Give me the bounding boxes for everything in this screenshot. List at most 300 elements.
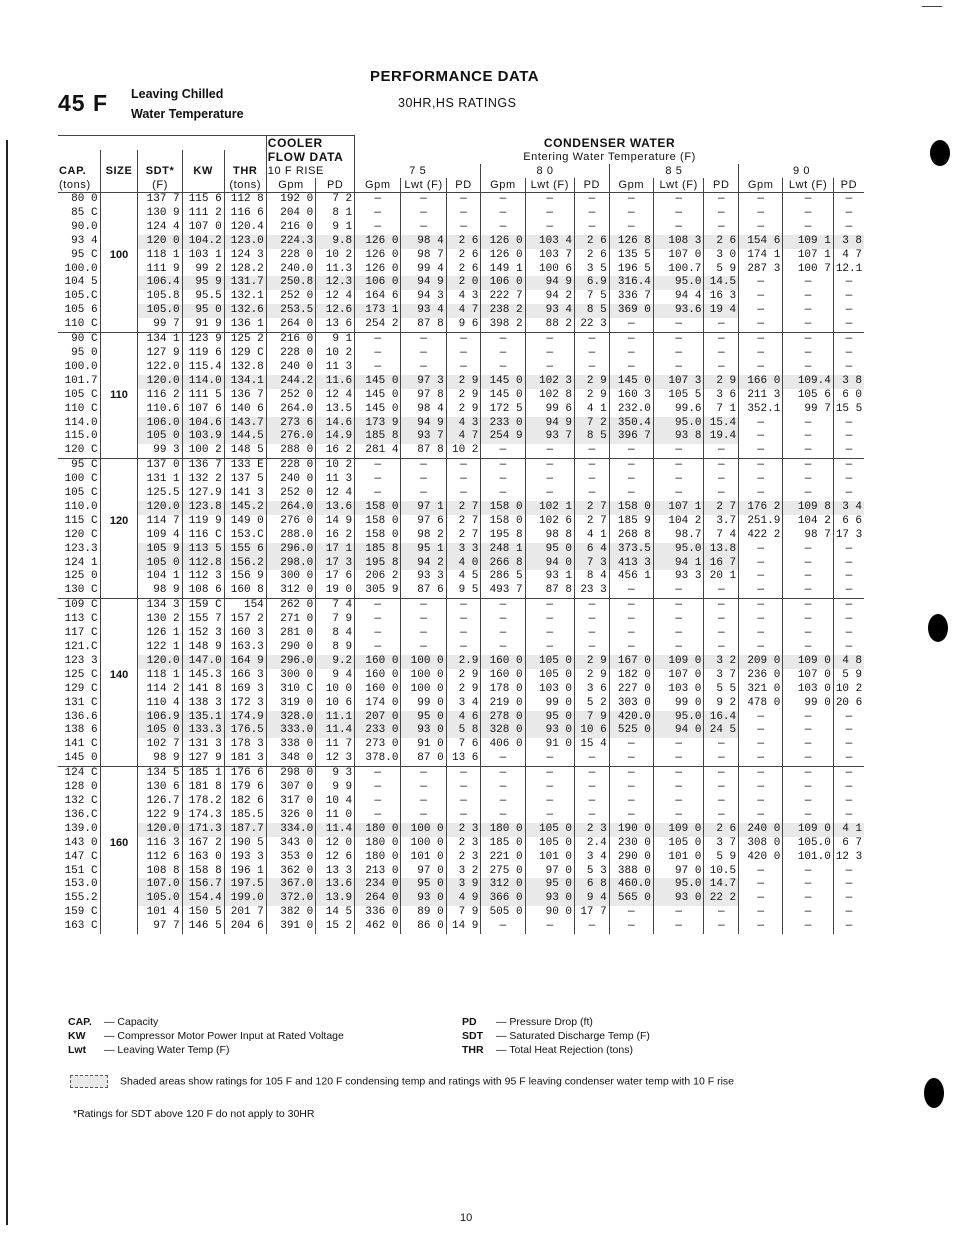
gpm-75-cell: — xyxy=(355,221,401,235)
lwt-85-cell: — xyxy=(653,795,704,809)
lwt-85-cell: — xyxy=(653,613,704,627)
kw-cell: 148 9 xyxy=(182,641,224,655)
pd-85-cell: — xyxy=(704,584,739,598)
thr-cell: 125 2 xyxy=(224,333,266,347)
gpm-85-cell: 160 3 xyxy=(609,389,653,403)
kw-cell: 154.4 xyxy=(182,892,224,906)
lwt-80-cell: 103 4 xyxy=(525,235,574,249)
lwt-90-cell: — xyxy=(783,641,834,655)
gpm-75-cell: — xyxy=(355,767,401,781)
lwt-90-cell: 109 1 xyxy=(783,235,834,249)
sdt-cell: 120.0 xyxy=(138,655,182,669)
pd-90-cell: — xyxy=(833,543,864,557)
pd-80-cell: — xyxy=(575,767,610,781)
gpm-75-cell: — xyxy=(355,333,401,347)
sdt-cell: 105.0 xyxy=(138,304,182,318)
cap-cell: 124 C xyxy=(58,767,100,781)
pd-80-cell: — xyxy=(575,809,610,823)
kw-cell: 95 0 xyxy=(182,304,224,318)
gpm-75-cell: — xyxy=(355,613,401,627)
lwt-80-cell: — xyxy=(525,487,574,501)
lwt-80-cell: 95 0 xyxy=(525,878,574,892)
lwt-75-cell: 86 0 xyxy=(401,920,446,934)
pd-90-cell: — xyxy=(833,207,864,221)
pd-75-cell: 3 3 xyxy=(446,543,481,557)
kw-cell: 119 6 xyxy=(182,347,224,361)
pd-85-cell: 3 7 xyxy=(704,669,739,683)
table-row xyxy=(58,290,864,304)
thr-cell: 129 C xyxy=(224,347,266,361)
cooler-pd-cell: 9.2 xyxy=(316,655,355,669)
gpm-85-cell: 145 0 xyxy=(609,375,653,389)
pd-80-cell: 9 4 xyxy=(575,892,610,906)
lwt-85-cell: — xyxy=(653,752,704,766)
thr-cell: 136 7 xyxy=(224,389,266,403)
pd-80-cell: — xyxy=(575,361,610,375)
pd-80-cell: 2.4 xyxy=(575,837,610,851)
sdt-unit: (F) xyxy=(138,178,182,193)
pd-90-cell: — xyxy=(833,920,864,934)
lwt-75-cell: 98 7 xyxy=(401,249,446,263)
pd-85-cell: 10.5 xyxy=(704,865,739,879)
gpm-85-cell: 565 0 xyxy=(609,892,653,906)
cooler-pd-cell: 11.1 xyxy=(316,711,355,725)
sdt-cell: 99 7 xyxy=(138,318,182,332)
pd-85-cell: 22 2 xyxy=(704,892,739,906)
lwt-80-cell: 103 0 xyxy=(525,683,574,697)
lwt-90-cell: — xyxy=(783,795,834,809)
lwt-75-cell: — xyxy=(401,599,446,613)
lwt-75-cell: 100 0 xyxy=(401,669,446,683)
thr-cell: 196 1 xyxy=(224,865,266,879)
gpm-85-cell: — xyxy=(609,487,653,501)
legend-lwt: Lwt — Leaving Water Temp (F) xyxy=(68,1044,230,1056)
cap-cell: 130 C xyxy=(64,584,98,597)
lwt-85-cell: — xyxy=(653,487,704,501)
lwt-90-cell: 105 6 xyxy=(783,389,834,403)
table-row xyxy=(58,627,864,641)
size-cell xyxy=(100,711,138,725)
kw-cell: 111 2 xyxy=(182,207,224,221)
cooler-gpm-cell: 391 0 xyxy=(266,920,315,934)
size-cell xyxy=(100,641,138,655)
gpm-90-cell: — xyxy=(739,417,783,431)
sdt-cell: 126.7 xyxy=(138,795,182,809)
gpm-80-cell: 233 0 xyxy=(481,417,525,431)
cap-unit: (tons) xyxy=(58,178,100,193)
thr-cell: 187.7 xyxy=(224,823,266,837)
pd-80-cell: 8 5 xyxy=(575,304,610,318)
gpm-75-cell: 206 2 xyxy=(355,570,401,584)
cooler-gpm-cell: 312 0 xyxy=(266,584,315,598)
gpm-80-cell: 275 0 xyxy=(481,865,525,879)
cooler-pd-cell: 14.6 xyxy=(316,417,355,431)
lwt-90-cell: — xyxy=(783,865,834,879)
lwt-85-cell: 107 3 xyxy=(653,375,704,389)
gpm-85-cell: 316.4 xyxy=(609,276,653,290)
thr-cell: 145.2 xyxy=(224,501,266,515)
pd-80-cell: 6 8 xyxy=(575,878,610,892)
gpm-90-cell: — xyxy=(739,193,783,207)
gpm-80-cell: 248 1 xyxy=(481,543,525,557)
pd-90-cell: — xyxy=(833,193,864,207)
kw-cell: 174.3 xyxy=(182,809,224,823)
cooler-pd-header: PD xyxy=(316,178,355,193)
lwt-80-cell: 102 6 xyxy=(525,515,574,529)
gpm-90-cell: — xyxy=(739,781,783,795)
pd-75-cell: 4 7 xyxy=(446,430,481,444)
size-cell xyxy=(100,683,138,697)
gpm-90-cell: — xyxy=(739,361,783,375)
pd-75-cell: 2 3 xyxy=(446,837,481,851)
cap-cell: 153.0 xyxy=(64,878,98,891)
lwt-80-cell: — xyxy=(525,361,574,375)
lwt-85-cell: — xyxy=(653,599,704,613)
lwt-80-cell: — xyxy=(525,809,574,823)
pd-80-header: PD xyxy=(575,178,610,193)
lwt-85-cell: 101 0 xyxy=(653,851,704,865)
pd-75-cell: 2 9 xyxy=(446,669,481,683)
cooler-pd-cell: 11 0 xyxy=(316,809,355,823)
lwt-90-cell: 109 0 xyxy=(783,823,834,837)
cooler-gpm-cell: 326 0 xyxy=(266,809,315,823)
gpm-75-cell: 174 0 xyxy=(355,697,401,711)
lwt-90-cell: — xyxy=(783,557,834,571)
lwt-80-cell: 94 0 xyxy=(525,557,574,571)
pd-85-cell: — xyxy=(704,487,739,501)
gpm-80-cell: 172 5 xyxy=(481,403,525,417)
cooler-pd-cell: 13.9 xyxy=(316,892,355,906)
thr-cell: 163.3 xyxy=(224,641,266,655)
pd-85-cell: — xyxy=(704,459,739,473)
sdt-cell: 130 2 xyxy=(138,613,182,627)
lwt-90-cell: 99 7 xyxy=(783,403,834,417)
pd-85-cell: — xyxy=(704,318,739,332)
lwt-80-cell: 95 0 xyxy=(525,711,574,725)
gpm-85-cell: 185 9 xyxy=(609,515,653,529)
pd-80-cell: — xyxy=(575,641,610,655)
sdt-cell: 105 0 xyxy=(138,557,182,571)
pd-85-cell: — xyxy=(704,920,739,934)
lwt-75-cell: 87 8 xyxy=(401,444,446,458)
cap-cell: 85 C xyxy=(71,206,98,219)
gpm-90-cell: 420 0 xyxy=(739,851,783,865)
lwt-85-cell: 97 0 xyxy=(653,865,704,879)
lwt-75-cell: 89 0 xyxy=(401,906,446,920)
sdt-cell: 97 7 xyxy=(138,920,182,934)
pd-80-cell: — xyxy=(575,473,610,487)
sdt-cell: 114 7 xyxy=(138,515,182,529)
cap-cell: 90.0 xyxy=(71,220,98,233)
pd-85-cell: — xyxy=(704,627,739,641)
pd-75-cell: — xyxy=(446,347,481,361)
lwt-90-cell: — xyxy=(783,543,834,557)
gpm-90-cell: 236 0 xyxy=(739,669,783,683)
cooler-gpm-cell: 288 0 xyxy=(266,444,315,458)
pd-80-cell: — xyxy=(575,459,610,473)
pd-85-cell: 5 5 xyxy=(704,683,739,697)
lwt-80-cell: 93 0 xyxy=(525,724,574,738)
cooler-gpm-cell: 264.0 xyxy=(266,403,315,417)
table-row xyxy=(58,417,864,431)
size-cell xyxy=(100,570,138,584)
legend-kw: KW — Compressor Motor Power Input at Rated Voltage xyxy=(68,1030,344,1042)
pd-85-cell: 9 2 xyxy=(704,697,739,711)
lwt-80-cell: — xyxy=(525,347,574,361)
cap-cell: 124 1 xyxy=(64,556,98,569)
table-row xyxy=(58,738,864,752)
lwt-85-cell: 100.7 xyxy=(653,263,704,277)
pd-90-header: PD xyxy=(833,178,864,193)
gpm-85-cell: — xyxy=(609,333,653,347)
gpm-85-cell: 135 5 xyxy=(609,249,653,263)
lwt-90-cell: — xyxy=(783,333,834,347)
pd-90-cell: 6 0 xyxy=(833,389,864,403)
sdt-header: SDT* xyxy=(138,150,182,178)
pd-75-cell: 2.9 xyxy=(446,655,481,669)
pd-85-cell: — xyxy=(704,221,739,235)
cooler-gpm-cell: 252 0 xyxy=(266,487,315,501)
pd-90-cell: — xyxy=(833,767,864,781)
lwt-85-cell: 103 0 xyxy=(653,683,704,697)
cap-cell: 155.2 xyxy=(64,892,98,905)
thr-cell: 166 3 xyxy=(224,669,266,683)
pd-90-cell: 12.1 xyxy=(833,263,864,277)
gpm-85-cell: 369 0 xyxy=(609,304,653,318)
table-row xyxy=(58,263,864,277)
cap-cell: 151 C xyxy=(64,864,98,877)
gpm-80-cell: — xyxy=(481,444,525,458)
gpm-75-cell: 173 9 xyxy=(355,417,401,431)
cooler-gpm-cell: 192 0 xyxy=(266,193,315,207)
lwt-85-cell: 94 1 xyxy=(653,557,704,571)
pd-75-cell: 2 7 xyxy=(446,515,481,529)
binder-hole xyxy=(930,140,950,166)
table-row xyxy=(58,501,864,515)
cooler-gpm-cell: 367.0 xyxy=(266,878,315,892)
gpm-85-cell: — xyxy=(609,207,653,221)
cooler-pd-cell: 7 4 xyxy=(316,599,355,613)
pd-85-cell: 7 4 xyxy=(704,529,739,543)
size-cell xyxy=(100,290,138,304)
lwt-90-cell: — xyxy=(783,767,834,781)
gpm-80-cell: 149 1 xyxy=(481,263,525,277)
cooler-gpm-cell: 334.0 xyxy=(266,823,315,837)
pd-80-cell: 2 9 xyxy=(575,669,610,683)
lwt-85-cell: 105 0 xyxy=(653,837,704,851)
pd-90-cell: — xyxy=(833,276,864,290)
kw-cell: 111 5 xyxy=(182,389,224,403)
lwt-85-cell: — xyxy=(653,193,704,207)
kw-cell: 141 8 xyxy=(182,683,224,697)
lwt-80-cell: 98 8 xyxy=(525,529,574,543)
lwt-75-cell: 97 0 xyxy=(401,865,446,879)
gpm-80-cell: — xyxy=(481,781,525,795)
kw-cell: 167 2 xyxy=(182,837,224,851)
pd-80-cell: 8 4 xyxy=(575,570,610,584)
kw-cell: 131 3 xyxy=(182,738,224,752)
gpm-80-cell: 238 2 xyxy=(481,304,525,318)
pd-75-cell: — xyxy=(446,767,481,781)
lwt-85-cell: 98.7 xyxy=(653,529,704,543)
lwt-85-cell: 93 0 xyxy=(653,892,704,906)
pd-85-cell: 16 3 xyxy=(704,290,739,304)
lwt-90-cell: — xyxy=(783,487,834,501)
sdt-cell: 122.0 xyxy=(138,361,182,375)
temp-75-header: 7 5 xyxy=(355,164,481,178)
gpm-75-cell: 234 0 xyxy=(355,878,401,892)
pd-80-cell: 23 3 xyxy=(575,584,610,598)
lwt-90-cell: 104 2 xyxy=(783,515,834,529)
pd-80-cell: 6 4 xyxy=(575,543,610,557)
thr-cell: 156.2 xyxy=(224,557,266,571)
cooler-pd-cell: 12 4 xyxy=(316,487,355,501)
shade-note xyxy=(70,1075,734,1088)
gpm-80-cell: 505 0 xyxy=(481,906,525,920)
pd-90-cell: 3 8 xyxy=(833,235,864,249)
cooler-gpm-cell: 240 0 xyxy=(266,473,315,487)
kw-cell: 127 9 xyxy=(182,752,224,766)
size-cell xyxy=(100,347,138,361)
pd-80-cell: — xyxy=(575,613,610,627)
cooler-pd-cell: 12 4 xyxy=(316,290,355,304)
gpm-80-cell: — xyxy=(481,641,525,655)
cooler-gpm-cell: 250.8 xyxy=(266,276,315,290)
thr-cell: 190 5 xyxy=(224,837,266,851)
gpm-80-cell: — xyxy=(481,599,525,613)
cap-cell: 136.C xyxy=(64,808,98,821)
gpm-90-cell: — xyxy=(739,724,783,738)
pd-90-cell: — xyxy=(833,584,864,598)
pd-75-cell: — xyxy=(446,487,481,501)
table-row xyxy=(58,473,864,487)
pd-75-cell: — xyxy=(446,599,481,613)
pd-80-cell: — xyxy=(575,333,610,347)
gpm-85-cell: — xyxy=(609,752,653,766)
kw-cell: 136 7 xyxy=(182,459,224,473)
cooler-header: COOLER xyxy=(266,136,354,151)
kw-cell: 178.2 xyxy=(182,795,224,809)
pd-80-cell: — xyxy=(575,347,610,361)
thr-cell: 132.1 xyxy=(224,290,266,304)
pd-75-cell: 4 9 xyxy=(446,892,481,906)
lwt-90-cell: 105.0 xyxy=(783,837,834,851)
lwt-90-header: Lwt (F) xyxy=(783,178,834,193)
table-row xyxy=(58,304,864,318)
pd-75-cell: — xyxy=(446,641,481,655)
margin-line xyxy=(6,140,8,1225)
size-cell: 100 xyxy=(100,249,138,263)
sdt-cell: 102 7 xyxy=(138,738,182,752)
pd-85-cell: — xyxy=(704,795,739,809)
lwt-90-cell: — xyxy=(783,318,834,332)
cooler-gpm-cell: 262 0 xyxy=(266,599,315,613)
gpm-80-cell: 328 0 xyxy=(481,724,525,738)
gpm-85-cell: 303 0 xyxy=(609,697,653,711)
pd-75-cell: 2 9 xyxy=(446,403,481,417)
gpm-80-cell: 178 0 xyxy=(481,683,525,697)
lwt-90-cell: — xyxy=(783,906,834,920)
pd-75-cell: 2 9 xyxy=(446,389,481,403)
thr-cell: 141 3 xyxy=(224,487,266,501)
pd-75-cell: 2 7 xyxy=(446,501,481,515)
cap-cell: 90 C xyxy=(58,333,100,347)
gpm-75-cell: 180 0 xyxy=(355,851,401,865)
gpm-85-cell: 232.0 xyxy=(609,403,653,417)
thr-cell: 116 6 xyxy=(224,207,266,221)
cooler-pd-cell: 11 3 xyxy=(316,361,355,375)
size-cell xyxy=(100,767,138,781)
pd-80-cell: 2 7 xyxy=(575,501,610,515)
lwt-80-cell: — xyxy=(525,613,574,627)
table-row xyxy=(58,683,864,697)
kw-cell: 95 9 xyxy=(182,276,224,290)
pd-90-cell: 6 7 xyxy=(833,837,864,851)
lwt-80-cell: — xyxy=(525,599,574,613)
gpm-75-cell: — xyxy=(355,193,401,207)
gpm-90-cell: — xyxy=(739,557,783,571)
lwt-85-cell: 95.0 xyxy=(653,417,704,431)
lwt-80-cell: — xyxy=(525,221,574,235)
gpm-90-cell: — xyxy=(739,318,783,332)
table-row xyxy=(58,515,864,529)
sdt-cell: 130 6 xyxy=(138,781,182,795)
cap-cell: 101.7 xyxy=(64,374,98,387)
lwt-75-cell: — xyxy=(401,473,446,487)
pd-85-cell: — xyxy=(704,333,739,347)
gpm-90-cell: — xyxy=(739,878,783,892)
pd-90-cell: — xyxy=(833,290,864,304)
gpm-85-cell: — xyxy=(609,193,653,207)
lwt-90-cell: — xyxy=(783,920,834,934)
lwt-75-cell: — xyxy=(401,487,446,501)
gpm-85-cell: 126 8 xyxy=(609,235,653,249)
lwt-75-cell: — xyxy=(401,641,446,655)
lwt-85-cell: 95.0 xyxy=(653,276,704,290)
gpm-85-cell: — xyxy=(609,809,653,823)
lwt-80-cell: 93 1 xyxy=(525,570,574,584)
lwt-80-cell: — xyxy=(525,473,574,487)
gpm-80-cell: 126 0 xyxy=(481,249,525,263)
gpm-85-cell: — xyxy=(609,906,653,920)
sdt-cell: 137 0 xyxy=(138,459,182,473)
pd-80-cell: — xyxy=(575,193,610,207)
gpm-85-cell: 290 0 xyxy=(609,851,653,865)
cooler-pd-cell: 14.9 xyxy=(316,430,355,444)
cooler-gpm-cell: 288.0 xyxy=(266,529,315,543)
pd-75-cell: 5 8 xyxy=(446,724,481,738)
lwt-90-cell: — xyxy=(783,459,834,473)
pd-75-cell: 2 3 xyxy=(446,823,481,837)
gpm-75-cell: 164 6 xyxy=(355,290,401,304)
gpm-80-cell: 398 2 xyxy=(481,318,525,332)
gpm-85-cell: — xyxy=(609,361,653,375)
gpm-85-cell: — xyxy=(609,795,653,809)
lwt-75-cell: 93 4 xyxy=(401,304,446,318)
cooler-gpm-cell: 348 0 xyxy=(266,752,315,766)
pd-80-cell: 7 5 xyxy=(575,290,610,304)
size-cell xyxy=(100,795,138,809)
pd-80-cell: — xyxy=(575,207,610,221)
size-cell xyxy=(100,487,138,501)
gpm-75-cell: 185 8 xyxy=(355,543,401,557)
pd-80-cell: — xyxy=(575,795,610,809)
gpm-75-cell: 281 4 xyxy=(355,444,401,458)
size-cell xyxy=(100,865,138,879)
lwt-90-cell: — xyxy=(783,711,834,725)
pd-85-cell: 15.4 xyxy=(704,417,739,431)
kw-cell: 104.2 xyxy=(182,235,224,249)
